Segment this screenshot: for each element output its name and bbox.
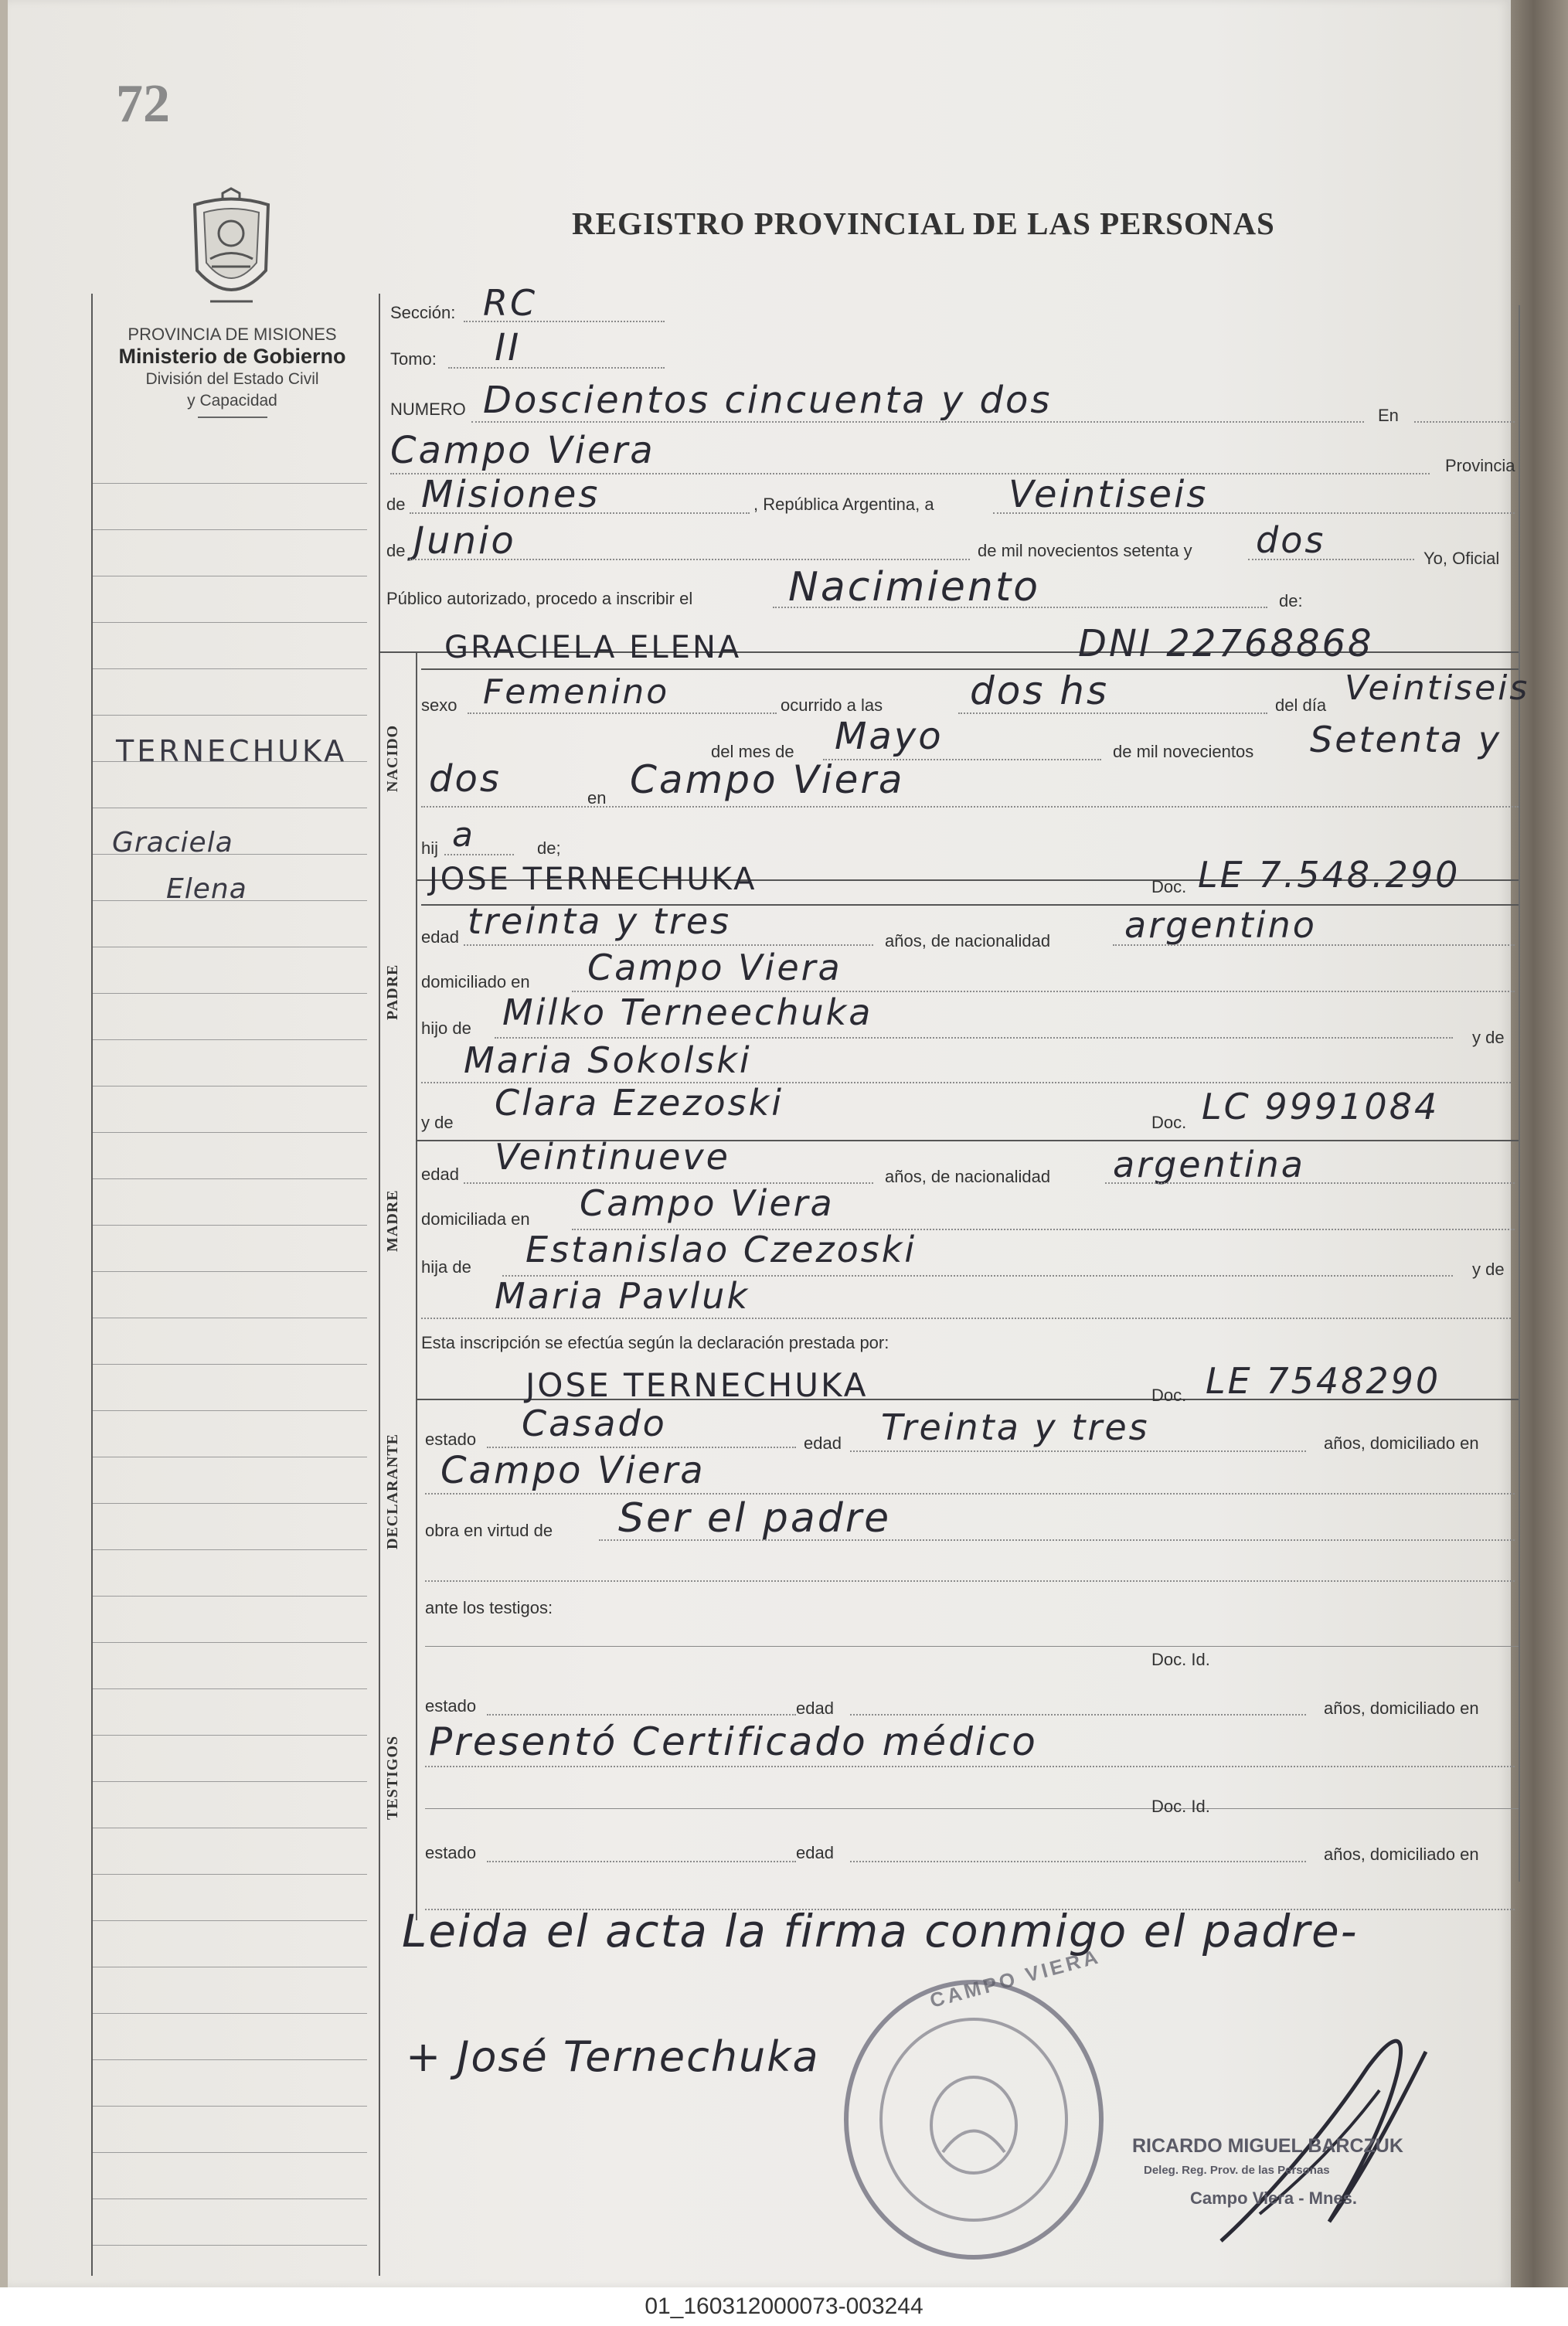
- page-number: 72: [116, 74, 170, 134]
- hij-suffix-value: a: [452, 815, 475, 855]
- provincia-value: Misiones: [421, 473, 600, 516]
- mes-nac-value: Mayo: [835, 715, 944, 758]
- padre-hijo-label: hijo de: [421, 1018, 471, 1038]
- dia-line: [993, 512, 1515, 514]
- madre-dom-label: domiciliada en: [421, 1209, 530, 1229]
- cierre-text: Leida el acta la firma conmigo el padre-: [402, 1905, 1359, 1957]
- padre-nac-value: argentino: [1124, 904, 1317, 946]
- declarante-edad-label: edad: [804, 1433, 842, 1453]
- margin-rule: [93, 1920, 367, 1921]
- padre-dom-label: domiciliado en: [421, 972, 530, 991]
- margin-rule: [93, 1688, 367, 1689]
- de-label: de: [386, 495, 406, 514]
- anio-nac-value-1: Setenta y: [1310, 719, 1502, 760]
- seccion-line: [464, 321, 665, 322]
- hora-value: dos hs: [970, 668, 1110, 713]
- acto-value: Nacimiento: [788, 564, 1041, 610]
- testigo-1-edad-label: edad: [796, 1699, 834, 1718]
- margin-surname: TERNECHUKA: [116, 734, 348, 768]
- nacido-nombre: GRACIELA ELENA: [444, 630, 742, 665]
- madre-hija-label: hija de: [421, 1257, 471, 1277]
- margin-rule: [93, 2245, 367, 2246]
- margin-rule: [93, 668, 367, 669]
- testigo-2-estado-line: [487, 1861, 796, 1862]
- margin-rule: [93, 1642, 367, 1643]
- madre-nac-value: argentina: [1113, 1144, 1305, 1185]
- testigo-nota-line: [425, 1766, 1515, 1767]
- lugar-nac-line: [421, 806, 1519, 808]
- margin-rule: [93, 2198, 367, 2199]
- declarante-obra-label: obra en virtud de: [425, 1521, 553, 1540]
- anio-line: [1248, 559, 1414, 560]
- seccion-value: RC: [483, 282, 538, 324]
- margin-rule: [93, 1549, 367, 1550]
- testigo-nota: Presentó Certificado médico: [429, 1719, 1038, 1764]
- yo-oficial-label: Yo, Oficial: [1423, 549, 1500, 568]
- anio-value: dos: [1256, 519, 1326, 561]
- margin-rule: [93, 622, 367, 623]
- de-label-2: de: [386, 541, 406, 560]
- issuer-block: [91, 325, 373, 418]
- padre-nombre: JOSE TERNECHUKA: [429, 862, 757, 897]
- madre-y-de-label-2: y de: [1472, 1260, 1505, 1279]
- numero-label: NUMERO: [390, 400, 466, 419]
- declarante-doc-value: LE 7548290: [1206, 1360, 1441, 1402]
- hora-line: [958, 712, 1267, 714]
- de-mil-label: de mil novecientos: [1113, 742, 1254, 761]
- section-madre: MADRE: [384, 1189, 401, 1252]
- en-small-label: en: [587, 788, 607, 808]
- tomo-value: II: [495, 326, 522, 369]
- margin-rule: [93, 1178, 367, 1179]
- round-stamp-icon: [838, 1974, 1109, 2264]
- seccion-label: Sección:: [390, 303, 456, 322]
- madre-y-de-label: y de: [421, 1113, 454, 1132]
- declarante-anos-label: años, domiciliado en: [1324, 1433, 1479, 1453]
- margin-rule: [93, 1225, 367, 1226]
- ocurrido-label: ocurrido a las: [781, 695, 883, 715]
- margin-rule: [93, 2152, 367, 2153]
- madre-nombre: Clara Ezezoski: [495, 1082, 784, 1124]
- madre-edad-value: Veintinueve: [495, 1136, 730, 1178]
- tomo-label: Tomo:: [390, 349, 437, 369]
- padre-edad-line: [464, 944, 873, 946]
- testigo-2-edad-line: [850, 1861, 1306, 1862]
- madre-edad-label: edad: [421, 1165, 459, 1184]
- provincia-label: Provincia: [1445, 456, 1515, 475]
- round-stamp-text: CAMPO VIERA: [927, 1944, 1104, 2012]
- declarante-extra-line: [425, 1580, 1515, 1582]
- margin-rule: [93, 483, 367, 484]
- sexo-line: [468, 712, 777, 714]
- declarante-nombre: JOSE TERNECHUKA: [526, 1366, 869, 1404]
- margin-rule: [93, 1039, 367, 1040]
- margin-given-name-2: Elena: [166, 873, 247, 905]
- declarante-dom-line: [425, 1493, 1515, 1495]
- declarante-edad-value: Treinta y tres: [881, 1406, 1150, 1448]
- lugar-nac-value: Campo Viera: [630, 757, 905, 802]
- sexo-label: sexo: [421, 695, 457, 715]
- margin-rule: [93, 1596, 367, 1597]
- madre-madre-value: Maria Pavluk: [495, 1275, 750, 1317]
- madre-nac-line: [1105, 1182, 1515, 1184]
- declarante-estado-value: Casado: [522, 1403, 667, 1444]
- testigo-2-edad-label: edad: [796, 1843, 834, 1862]
- mes-value: Junio: [413, 519, 516, 563]
- issuer-ministry: Ministerio de Gobierno: [118, 345, 346, 368]
- coat-of-arms-icon: [179, 185, 284, 313]
- madre-padre-value: Estanislao Czezoski: [526, 1229, 917, 1270]
- testigo-1-edad-line: [850, 1714, 1306, 1716]
- margin-rule: [93, 1503, 367, 1504]
- margin-rule: [93, 993, 367, 994]
- margin-given-name-1: Graciela: [112, 827, 233, 859]
- declarante-edad-line: [850, 1450, 1306, 1452]
- declarante-doc-label: Doc.: [1151, 1386, 1187, 1405]
- lugar-value: Campo Viera: [390, 429, 655, 472]
- republica-label: , República Argentina, a: [753, 495, 934, 514]
- official-stamp-title: Deleg. Reg. Prov. de las Personas: [1144, 2164, 1330, 2177]
- padre-dom-value: Campo Viera: [587, 947, 842, 988]
- document-title: REGISTRO PROVINCIAL DE LAS PERSONAS: [572, 206, 1275, 241]
- provincia-line: [410, 512, 750, 514]
- declarante-estado-label: estado: [425, 1430, 477, 1449]
- nacido-dni: DNI 22768868: [1078, 622, 1374, 665]
- issuer-province: PROVINCIA DE MISIONES: [128, 325, 337, 344]
- en-label: En: [1378, 406, 1399, 425]
- issuer-division: División del Estado Civil: [145, 370, 319, 388]
- hij-line: [444, 854, 514, 855]
- official-stamp-name: RICARDO MIGUEL BARCZUK: [1132, 2135, 1403, 2157]
- margin-rule: [93, 2106, 367, 2107]
- margin-rule: [93, 1132, 367, 1133]
- madre-doc-value: LC 9991084: [1202, 1086, 1440, 1127]
- section-column-border: [416, 653, 417, 1920]
- issuer-division-2: y Capacidad: [187, 392, 277, 410]
- en-line: [1414, 421, 1515, 423]
- ante-testigos-label: ante los testigos:: [425, 1598, 553, 1617]
- margin-rule: [93, 1271, 367, 1272]
- testigo-1-doc-label: Doc. Id.: [1151, 1650, 1210, 1669]
- padre-nac-label: años, de nacionalidad: [885, 931, 1051, 950]
- margin-rule: [93, 2013, 367, 2014]
- padre-y-de-label: y de: [1472, 1028, 1505, 1047]
- testigo-1-rule: [425, 1646, 1519, 1647]
- padre-doc-label: Doc.: [1151, 877, 1187, 896]
- dia-value: Veintiseis: [1008, 473, 1209, 516]
- margin-rule: [93, 1364, 367, 1365]
- padre-padre-line: [495, 1037, 1453, 1039]
- testigo-1-estado-line: [487, 1714, 796, 1716]
- numero-line: [471, 421, 1364, 423]
- declarante-obra-line: [599, 1539, 1515, 1541]
- section-nacido: NACIDO: [384, 724, 401, 792]
- declarante-obra-value: Ser el padre: [618, 1495, 892, 1542]
- padre-edad-label: edad: [421, 927, 459, 947]
- margin-rule: [93, 2059, 367, 2060]
- padre-madre-value: Maria Sokolski: [464, 1039, 752, 1081]
- inscripcion-label: Esta inscripción se efectúa según la declaración prestada por:: [421, 1333, 889, 1352]
- declarante-dom-value: Campo Viera: [440, 1449, 706, 1492]
- section-declarante: DECLARANTE: [384, 1433, 401, 1549]
- sexo-value: Femenino: [483, 672, 670, 712]
- hij-label: hij: [421, 838, 439, 858]
- testigo-2-doc-label: Doc. Id.: [1151, 1797, 1210, 1816]
- madre-nac-label: años, de nacionalidad: [885, 1167, 1051, 1186]
- issuer-divider: [198, 417, 267, 418]
- body-right-border: [1519, 305, 1520, 1882]
- de-semicolon-label: de;: [537, 838, 561, 858]
- numero-value: Doscientos cincuenta y dos: [483, 379, 1053, 422]
- tomo-line: [448, 367, 665, 369]
- testigo-1-estado-label: estado: [425, 1696, 477, 1716]
- del-dia-label: del día: [1275, 695, 1327, 715]
- margin-rule: [93, 1410, 367, 1411]
- padre-doc-value: LE 7.548.290: [1198, 854, 1461, 896]
- testigo-1-anos-label: años, domiciliado en: [1324, 1699, 1479, 1718]
- de-colon-label: de:: [1279, 591, 1303, 610]
- madre-madre-line: [421, 1318, 1511, 1319]
- margin-rule: [93, 1874, 367, 1875]
- official-stamp-place: Campo Viera - Mnes.: [1190, 2188, 1357, 2208]
- dia-nac-value: Veintiseis: [1345, 668, 1530, 708]
- firma-declarante: + José Ternechuka: [406, 2032, 820, 2081]
- testigo-2-anos-label: años, domiciliado en: [1324, 1845, 1479, 1864]
- margin-rule: [93, 529, 367, 530]
- setenta-label: de mil novecientos setenta y: [978, 541, 1192, 560]
- mes-line: [410, 559, 970, 560]
- padre-padre-value: Milko Terneechuka: [502, 991, 873, 1033]
- margin-rule: [93, 1781, 367, 1782]
- madre-dom-value: Campo Viera: [580, 1182, 835, 1224]
- publico-label: Público autorizado, procedo a inscribir el: [386, 589, 693, 608]
- testigo-2-estado-label: estado: [425, 1843, 477, 1862]
- section-testigos: TESTIGOS: [384, 1735, 401, 1820]
- del-mes-label: del mes de: [711, 742, 794, 761]
- padre-nac-line: [1113, 944, 1515, 946]
- acto-line: [773, 607, 1267, 608]
- margin-rule: [93, 1735, 367, 1736]
- scan-id-footer: 01_160312000073-003244: [0, 2287, 1568, 2326]
- padre-edad-value: treinta y tres: [468, 900, 732, 942]
- declarante-estado-line: [487, 1447, 796, 1448]
- section-padre: PADRE: [384, 964, 401, 1020]
- left-margin-border: [91, 294, 93, 2276]
- testigo-2-rule: [425, 1808, 1519, 1809]
- anio-nac-value-2: dos: [429, 757, 502, 801]
- margin-rule: [93, 715, 367, 716]
- body-left-border: [379, 294, 380, 2276]
- madre-doc-label: Doc.: [1151, 1113, 1187, 1132]
